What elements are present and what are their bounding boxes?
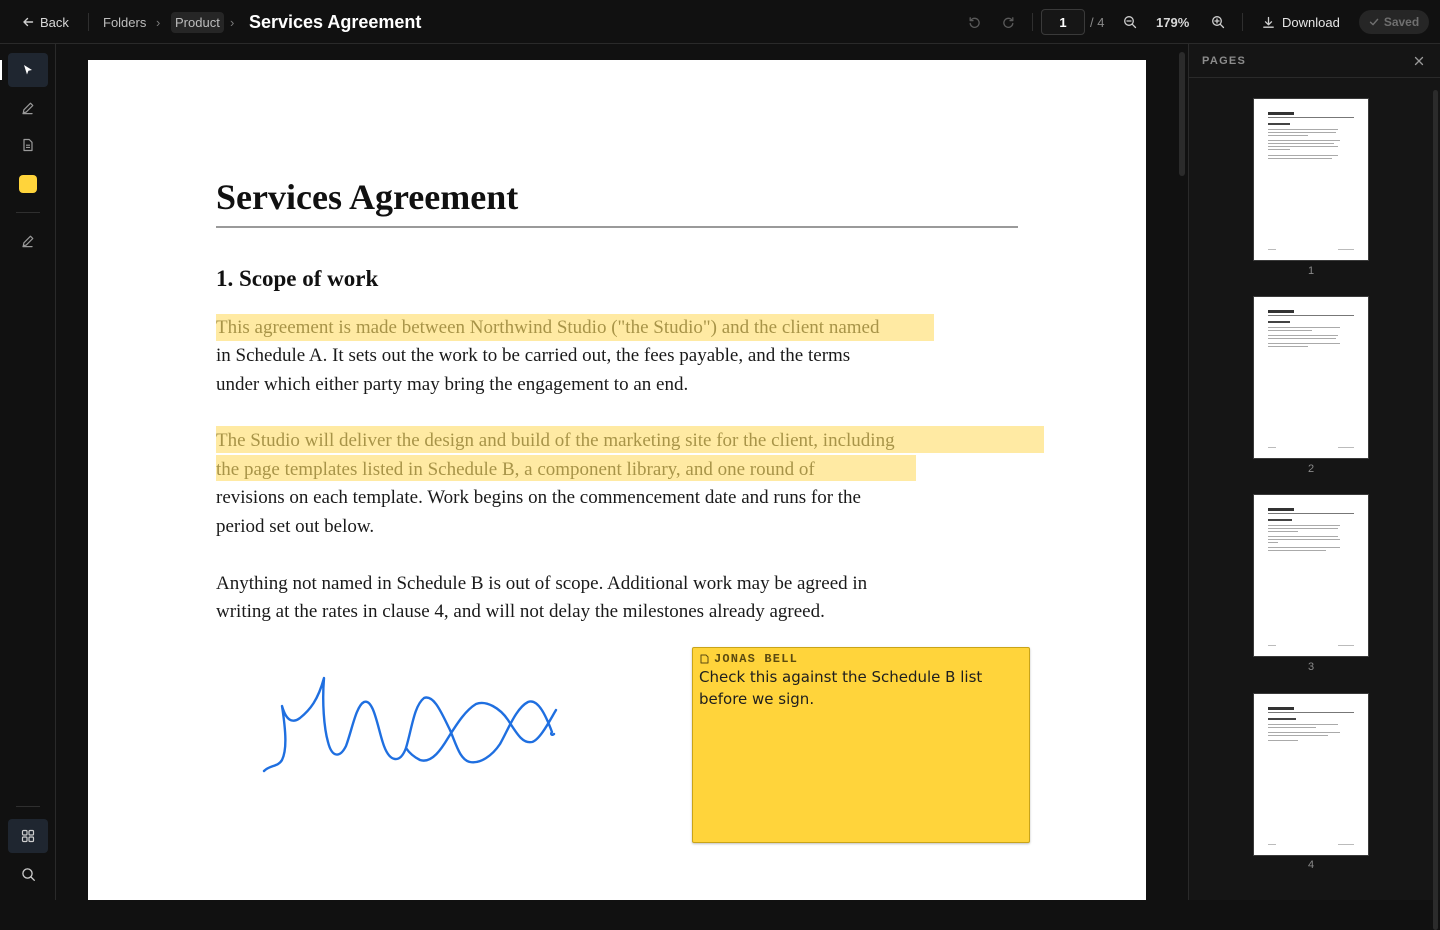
download-icon [1262,16,1275,29]
document-title: Services Agreement [249,11,422,32]
arrow-left-icon [22,16,34,28]
page-thumbnail[interactable] [1253,296,1369,459]
page-thumbnail[interactable] [1253,693,1369,856]
page-thumbnail-number: 4 [1307,859,1315,871]
thumbnails-toggle-button[interactable] [8,819,48,853]
thumbnail-preview [1254,694,1368,855]
page-total: / 4 [1090,14,1105,30]
breadcrumb-product[interactable]: Product [171,12,224,33]
cursor-arrow-icon [21,63,35,77]
grid-icon [21,829,35,843]
body-text-line: in Schedule A. It sets out the work to be carried out, the fees payable, and the terms [216,345,851,366]
body-text-line: the page templates listed in Schedule B, a component library, and one round of [216,459,815,480]
divider [88,13,89,31]
download-button[interactable] [1262,0,1340,44]
divider [1032,13,1033,31]
saved-status-badge [1359,10,1429,34]
check-icon [1369,17,1379,27]
pen-icon [21,101,35,115]
search-icon [21,867,36,882]
body-text-line: period set out below. [216,516,375,537]
body-text-line: The Studio will deliver the design and build of the marketing site for the client, including [216,430,895,451]
zoom-in-button[interactable] [1206,10,1230,34]
page-thumbnail[interactable] [1253,98,1369,261]
page-thumbnail-number: 2 [1307,463,1315,475]
body-text-line: Anything not named in Schedule B is out of scope. Additional work may be agreed in [216,573,868,594]
zoom-level: 179% [1156,14,1190,30]
zoom-in-icon [1211,15,1225,29]
saved-label: Saved [1383,15,1420,29]
undo-button[interactable] [962,10,986,34]
top-toolbar [0,0,1440,44]
download-label: Download [1282,14,1340,30]
pages-panel [1188,44,1440,900]
section-heading: 1. Scope of work [216,266,379,291]
close-panel-button[interactable] [1411,53,1427,69]
divider [16,212,40,213]
select-tool-button[interactable] [8,53,48,87]
thumbnail-preview [1254,297,1368,458]
thumbnail-preview [1254,495,1368,656]
page-thumbnail-number: 3 [1307,661,1315,673]
ink-signature-drawing[interactable] [260,672,560,782]
chevron-right-icon: › [230,14,235,30]
pen-tool-button[interactable] [8,91,48,125]
pages-panel-header [1189,44,1440,78]
title-rule [216,226,1018,228]
zoom-out-icon [1123,15,1137,29]
body-text-line: writing at the rates in clause 4, and will not delay the milestones already agreed. [216,601,825,622]
redo-button[interactable] [996,10,1020,34]
close-icon [1414,56,1424,66]
page-thumbnail[interactable] [1253,494,1369,657]
pages-panel-title: PAGES [1202,55,1247,67]
note-author [700,652,798,666]
highlight-color-button[interactable] [8,167,48,201]
page-thumbnail-number: 1 [1307,265,1315,277]
tool-rail [0,44,56,900]
note-text[interactable]: Check this against the Schedule B list before we sign. [699,668,983,708]
divider [1242,13,1243,31]
redo-icon [1002,16,1015,29]
page-heading: Services Agreement [216,177,519,217]
body-text-line: revisions on each template. Work begins on the commencement date and runs for the [216,487,861,508]
document-viewport[interactable] [56,44,1188,900]
breadcrumb-folders[interactable]: Folders [103,14,147,30]
scrollbar-thumb[interactable] [1179,52,1185,176]
breadcrumb [103,0,146,44]
divider [16,806,40,807]
text-tool-button[interactable] [8,128,48,162]
search-button[interactable] [8,857,48,891]
active-tool-indicator [0,60,2,80]
undo-icon [968,16,981,29]
pen-signature-icon [21,234,35,248]
chevron-right-icon: › [156,14,161,30]
pages-panel-scrollbar[interactable] [1430,44,1440,900]
document-scrollbar[interactable] [1177,44,1187,900]
body-text-line: under which either party may bring the engagement to an end. [216,374,689,395]
note-author-name: JONAS BELL [714,652,799,666]
sign-tool-button[interactable] [8,224,48,258]
highlight-color-swatch [19,175,37,193]
document-page[interactable] [88,60,1146,900]
document-icon [21,138,35,152]
back-button[interactable] [14,0,77,44]
body-text-line: This agreement is made between Northwind Studio ("the Studio") and the client named [216,317,880,338]
thumbnail-preview [1254,99,1368,260]
back-label: Back [40,14,69,30]
sticky-note[interactable] [692,647,1030,843]
scrollbar-thumb[interactable] [1433,90,1438,930]
note-icon [700,654,709,664]
zoom-out-button[interactable] [1118,10,1142,34]
page-number-input[interactable] [1041,9,1085,35]
